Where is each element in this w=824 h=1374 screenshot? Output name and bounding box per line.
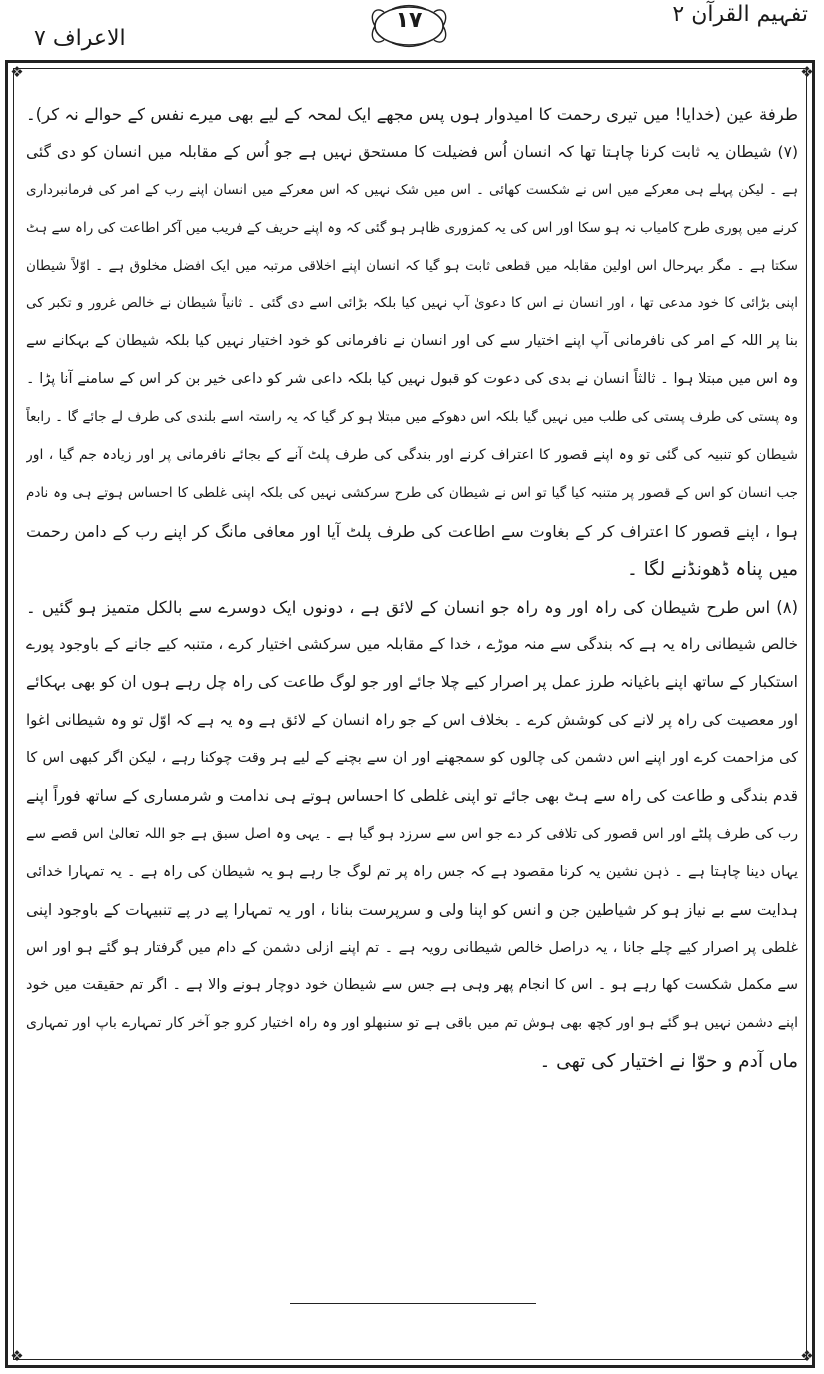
corner-ornament-icon: ❖	[10, 1347, 24, 1365]
text-line: اور معصیت کی راہ پر لانے کی کوشش کرے ۔ بخلاف اس کے جو راہ انسان کے لائق ہے وہ یہ ہے کہ اوّل تو وہ شیطانی اغوا	[26, 711, 798, 730]
text-line: وہ پستی کی طرف پستی کی طلب میں نہیں گیا بلکہ اس دھوکے میں مبتلا ہو کر گیا کہ یہ راستہ اسے بلندی کی طرف لے جائے گا ۔ رابعاً	[26, 409, 798, 426]
page-header	[0, 0, 824, 60]
text-line: سے مکمل شکست کھا رہے ہو ۔ اس کا انجام پھر وہی ہے جس سے شیطان خود دوچار ہونے والا ہے ۔ اگر تم حقیقت میں خود	[26, 977, 798, 994]
text-line: کرنے میں پوری طرح کامیاب نہ ہو سکا اور اس کی یہ کمزوری ظاہر ہو گئی کہ وہ اپنے حریف کے فریب میں آکر اطاعت کی راہ سے ہٹ	[26, 219, 798, 236]
text-line: ہدایت سے بے نیاز ہو کر شیاطین جن و انس کو اپنا ولی و سرپرست بنانا ، اور یہ تمہارا پے در پے تنبیہات کے باوجود اپنی	[26, 900, 798, 919]
text-line: اپنی بڑائی کا خود مدعی تھا ، اور انسان نے اس کا دعویٰ آپ نہیں کیا بلکہ بڑائی اسے دی گئی ۔ ثانیاً شیطان نے خالص غرور و تکبر کی	[26, 295, 798, 312]
text-line: ہے ۔ لیکن پہلے ہی معرکے میں اس نے شکست کھائی ۔ اس میں شک نہیں کہ اس معرکے میں انسان اپنے رب کے امر کی فرمانبرداری	[26, 181, 798, 198]
book-title: تفہیم القرآن ۲	[672, 2, 808, 27]
text-line: غلطی پر اصرار کیے چلے جانا ، یہ دراصل خالص شیطانی رویہ ہے ۔ تم اپنے ازلی دشمن کے دام میں گرفتار ہو گئے ہو اور اس	[26, 939, 798, 956]
text-line: (۸) اس طرح شیطان کی راہ اور وہ راہ جو انسان کے لائق ہے ، دونوں ایک دوسرے سے بالکل متمیز ہو گئیں ۔	[26, 597, 798, 617]
text-line: میں پناہ ڈھونڈنے لگا ۔	[626, 558, 798, 580]
text-line: ہوا ، اپنے قصور کا اعتراف کر کے بغاوت سے اطاعت کی طرف پلٹ آیا اور معافی مانگ کر اپنے رب کے دامن رحمت	[26, 521, 798, 541]
text-line: شیطان کو تنبیہ کی گئی تو وہ اپنے قصور کا اعتراف کرنے اور بندگی کی طرف پلٹ آنے کے بجائے نافرمانی پر اور زیادہ جم گیا ، اور	[26, 447, 798, 464]
text-line: ماں آدم و حوّا نے اختیار کی تھی ۔	[539, 1051, 798, 1073]
text-line: بنا پر اللہ کے امر کی نافرمانی آپ اپنے اختیار سے کی اور انسان نے نافرمانی کو خود اختیار نہیں کیا بلکہ شیطان کے بہکانے سے	[26, 333, 798, 350]
surah-name: الاعراف ۷	[34, 26, 126, 51]
end-of-section-rule	[290, 1303, 536, 1304]
commentary-text	[26, 96, 798, 1081]
text-line: سکتا ہے ۔ مگر بہرحال اس اولین مقابلہ میں قطعی ثابت ہو گیا کہ انسان اپنے اخلاقی مرتبہ میں ایک افضل مخلوق ہے ۔ اوّلاً شیطان	[26, 257, 798, 274]
text-line: یہاں دینا چاہتا ہے ۔ ذہن نشین یہ کرنا مقصود ہے کہ جس راہ پر تم لوگ جا رہے ہو یہ شیطان کی راہ ہے ۔ یہ تمہارا خدائی	[26, 863, 798, 880]
text-line: خالص شیطانی راہ یہ ہے کہ بندگی سے منہ موڑے ، خدا کے مقابلہ میں سرکشی اختیار کرے ، متنبہ کیے جانے کے باوجود پورے	[26, 635, 798, 654]
text-line: (۷) شیطان یہ ثابت کرنا چاہتا تھا کہ انسان اُس فضیلت کا مستحق نہیں ہے جو اُس کے مقابلہ میں انسان کو دی گئی	[26, 142, 798, 161]
text-line: طرفة عين (خدایا! میں تیری رحمت کا امیدوار ہوں پس مجھے ایک لمحہ کے لیے بھی میرے نفس کے حوالے نہ کر)۔	[26, 105, 798, 124]
text-line: وہ اس میں مبتلا ہوا ۔ ثالثاً انسان نے بدی کی دعوت کو قبول نہیں کیا بلکہ داعی شر کو داعی خیر بن کر اس کے سامنے آنا پڑا ۔	[26, 371, 798, 388]
corner-ornament-icon: ❖	[10, 63, 24, 81]
text-line: رب کی طرف پلٹے اور اس قصور کی تلافی کر دے جو اس سے سرزد ہو گیا ہے ۔ یہی وہ اصل سبق ہے جو اللہ تعالیٰ اس قصے سے	[26, 825, 798, 842]
text-line: قدم بندگی و طاعت کی راہ سے ہٹ بھی جائے تو اپنی غلطی کا احساس ہوتے ہی ندامت و شرمساری کے ساتھ فوراً اپنے	[26, 787, 798, 806]
corner-ornament-icon: ❖	[800, 1347, 814, 1365]
page-number: ۱۷	[395, 8, 423, 33]
corner-ornament-icon: ❖	[800, 63, 814, 81]
text-line: جب انسان کو اس کے قصور پر متنبہ کیا گیا تو اس نے شیطان کی طرح سرکشی نہیں کی بلکہ اپنی غلطی کا احساس ہوتے ہی وہ نادم	[26, 484, 798, 501]
text-line: استکبار کے ساتھ اپنے باغیانہ طرز عمل پر اصرار کیے چلا جائے اور جو لوگ طاعت کی راہ چل رہے ہوں ان کو بھی بہکائے	[26, 673, 798, 692]
text-line: کی مزاحمت کرے اور اپنے اس دشمن کی چالوں کو سمجھنے اور ان سے بچنے کے لیے ہر وقت چوکنا رہے ، لیکن اگر کبھی اس کا	[26, 750, 798, 767]
text-line: اپنے دشمن نہیں ہو گئے ہو اور کچھ بھی ہوش تم میں باقی ہے تو سنبھلو اور وہ راہ اختیار کرو جو آخر کار تمہارے باپ اور تمہاری	[26, 1015, 798, 1032]
